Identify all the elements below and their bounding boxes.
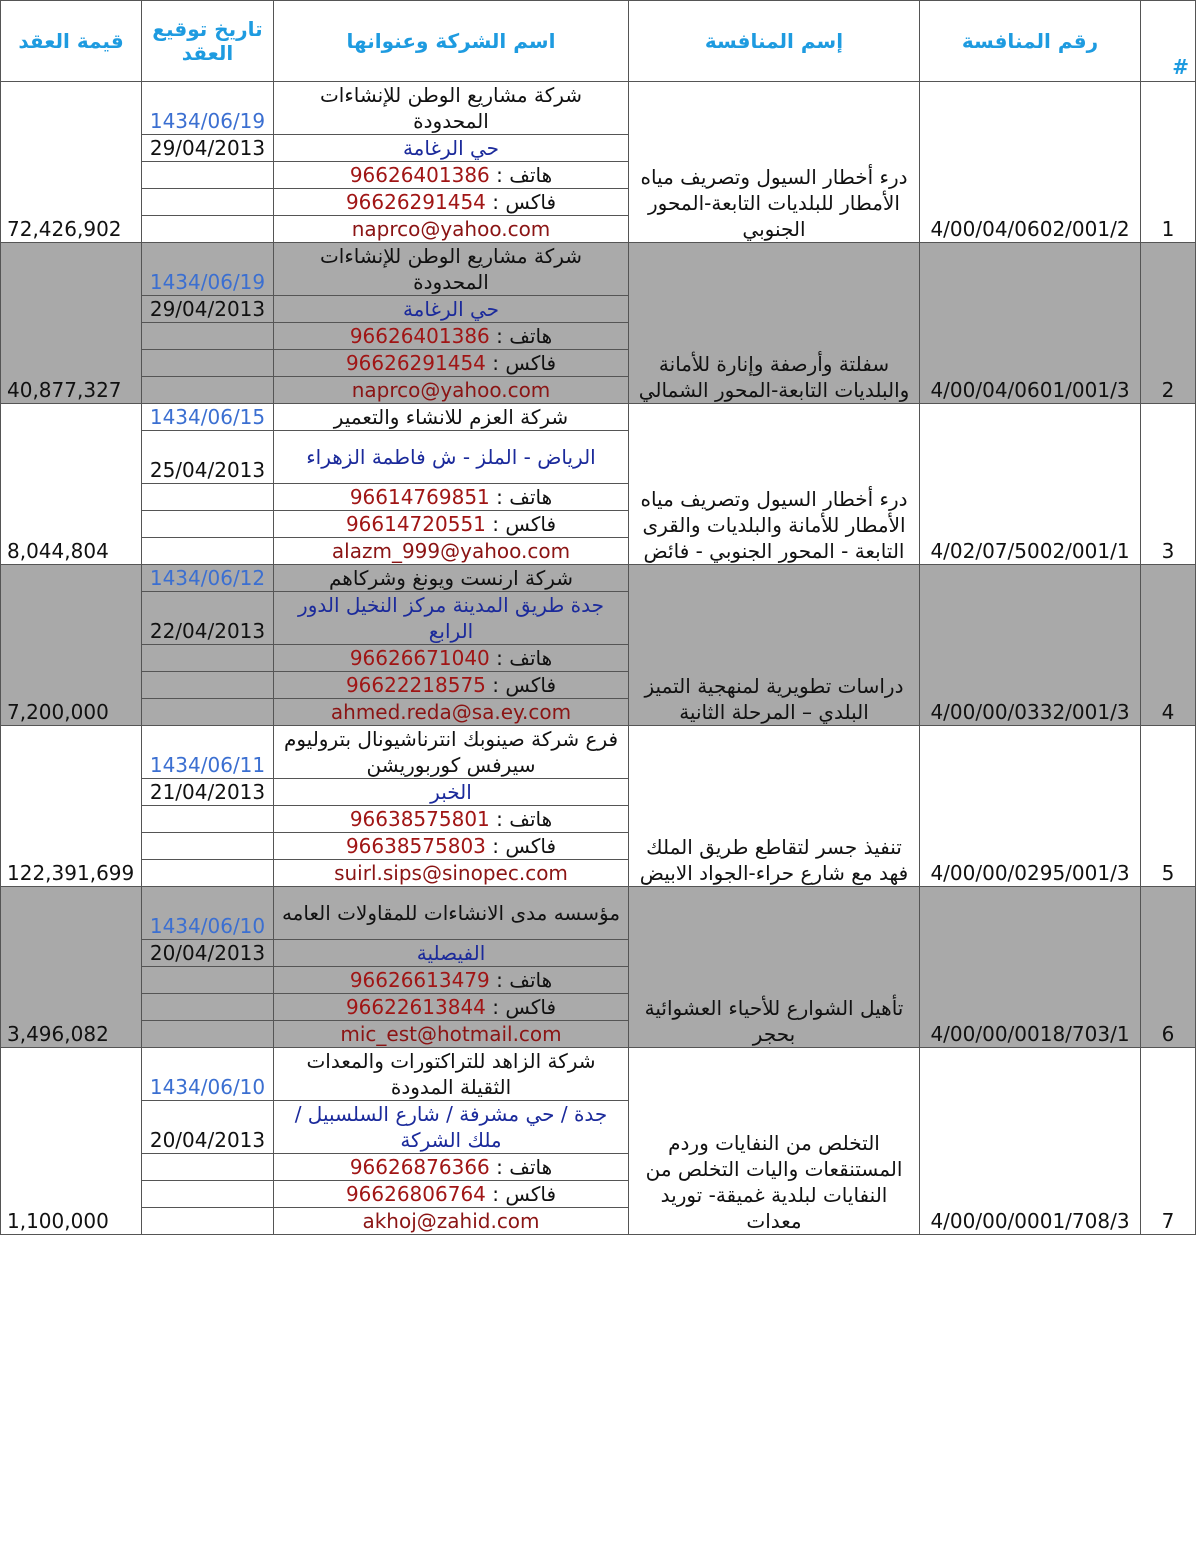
contract-value: 122,391,699 (1, 726, 142, 887)
tender-name: تأهيل الشوارع للأحياء العشوائية بحجر (629, 887, 920, 1048)
tender-name: التخلص من النفايات وردم المستنقعات واليات التخلص من النفايات لبلدية غميقة- توريد معدات (629, 1048, 920, 1235)
company-name: شركة مشاريع الوطن للإنشاءات المحدودة (274, 243, 629, 296)
empty-cell (142, 967, 274, 994)
fax-number: 96638575803 (345, 834, 486, 858)
company-fax (274, 1181, 629, 1208)
contract-value: 8,044,804 (1, 404, 142, 565)
phone-number: 96638575801 (349, 807, 490, 831)
tender-name: تنفيذ جسر لتقاطع طريق الملك فهد مع شارع حراء-الجواد الابيض (629, 726, 920, 887)
phone-number: 96626613479 (349, 968, 490, 992)
company-name: شركة ارنست ويونغ وشركاهم (274, 565, 629, 592)
company-address: جدة / حي مشرفة / شارع السلسبيل / ملك الشركة (274, 1101, 629, 1154)
phone-label: هاتف : (496, 968, 553, 992)
empty-cell (142, 484, 274, 511)
tender-name: دراسات تطويرية لمنهجية التميز البلدي – المرحلة الثانية (629, 565, 920, 726)
fax-number: 96626291454 (345, 190, 486, 214)
table-row (1, 243, 1196, 296)
company-address: حي الرغامة (274, 135, 629, 162)
header-tender-name: إسم المنافسة (629, 1, 920, 82)
phone-number: 96614769851 (349, 485, 490, 509)
phone-number: 96626401386 (349, 163, 490, 187)
company-name: فرع شركة صينوبك انترناشيونال بتروليوم سيرفس كوربوريشن (274, 726, 629, 779)
contract-value: 3,496,082 (1, 887, 142, 1048)
gregorian-date: 22/04/2013 (142, 592, 274, 645)
contract-value: 1,100,000 (1, 1048, 142, 1235)
company-fax (274, 511, 629, 538)
company-address: الرياض - الملز - ش فاطمة الزهراء (274, 431, 629, 484)
fax-label: فاكس : (492, 190, 557, 214)
tender-number: 4/00/04/0602/001/2 (920, 82, 1141, 243)
row-index: 4 (1141, 565, 1196, 726)
fax-label: فاكس : (492, 351, 557, 375)
tender-number: 4/00/00/0001/708/3 (920, 1048, 1141, 1235)
phone-label: هاتف : (496, 1155, 553, 1179)
gregorian-date: 20/04/2013 (142, 1101, 274, 1154)
tender-name: درء أخطار السيول وتصريف مياه الأمطار للبلديات التابعة-المحور الجنوبي (629, 82, 920, 243)
phone-number: 96626671040 (349, 646, 490, 670)
company-address: حي الرغامة (274, 296, 629, 323)
table-row (1, 887, 1196, 940)
company-phone (274, 162, 629, 189)
empty-cell (142, 860, 274, 887)
company-phone (274, 1154, 629, 1181)
row-index: 7 (1141, 1048, 1196, 1235)
row-index: 3 (1141, 404, 1196, 565)
company-fax (274, 189, 629, 216)
tender-number: 4/00/00/0018/703/1 (920, 887, 1141, 1048)
fax-number: 96626291454 (345, 351, 486, 375)
phone-label: هاتف : (496, 807, 553, 831)
tender-name: سفلتة وأرصفة وإنارة للأمانة والبلديات التابعة-المحور الشمالي (629, 243, 920, 404)
empty-cell (142, 806, 274, 833)
empty-cell (142, 1181, 274, 1208)
empty-cell (142, 162, 274, 189)
hijri-date: 1434/06/11 (142, 726, 274, 779)
empty-cell (142, 189, 274, 216)
header-tender-number: رقم المنافسة (920, 1, 1141, 82)
table-row (1, 565, 1196, 592)
row-index: 2 (1141, 243, 1196, 404)
empty-cell (142, 672, 274, 699)
fax-label: فاكس : (492, 834, 557, 858)
tender-number: 4/00/04/0601/001/3 (920, 243, 1141, 404)
fax-label: فاكس : (492, 995, 557, 1019)
gregorian-date: 21/04/2013 (142, 779, 274, 806)
company-phone (274, 967, 629, 994)
gregorian-date: 20/04/2013 (142, 940, 274, 967)
phone-number: 96626401386 (349, 324, 490, 348)
phone-number: 96626876366 (349, 1155, 490, 1179)
fax-label: فاكس : (492, 673, 557, 697)
company-name: شركة الزاهد للتراكتورات والمعدات الثقيلة المدودة (274, 1048, 629, 1101)
company-phone (274, 323, 629, 350)
tender-number: 4/00/00/0295/001/3 (920, 726, 1141, 887)
company-phone (274, 806, 629, 833)
company-email: suirl.sips@sinopec.com (274, 860, 629, 887)
gregorian-date: 29/04/2013 (142, 296, 274, 323)
company-email: akhoj@zahid.com (274, 1208, 629, 1235)
fax-number: 96626806764 (345, 1182, 486, 1206)
header-signing-date: تاريخ توقيع العقد (142, 1, 274, 82)
tender-number: 4/02/07/5002/001/1 (920, 404, 1141, 565)
phone-label: هاتف : (496, 485, 553, 509)
company-phone (274, 645, 629, 672)
company-address: الخبر (274, 779, 629, 806)
row-index: 5 (1141, 726, 1196, 887)
company-email: naprco@yahoo.com (274, 216, 629, 243)
company-name: شركة مشاريع الوطن للإنشاءات المحدودة (274, 82, 629, 135)
fax-number: 96614720551 (345, 512, 486, 536)
empty-cell (142, 511, 274, 538)
fax-number: 96622613844 (345, 995, 486, 1019)
empty-cell (142, 323, 274, 350)
row-index: 6 (1141, 887, 1196, 1048)
company-email: naprco@yahoo.com (274, 377, 629, 404)
company-email: mic_est@hotmail.com (274, 1021, 629, 1048)
fax-number: 96622218575 (345, 673, 486, 697)
hijri-date: 1434/06/15 (142, 404, 274, 431)
empty-cell (142, 1154, 274, 1181)
header-company-address: اسم الشركة وعنوانها (274, 1, 629, 82)
empty-cell (142, 538, 274, 565)
phone-label: هاتف : (496, 163, 553, 187)
company-phone (274, 484, 629, 511)
empty-cell (142, 833, 274, 860)
empty-cell (142, 1208, 274, 1235)
header-contract-value: قيمة العقد (1, 1, 142, 82)
empty-cell (142, 994, 274, 1021)
hijri-date: 1434/06/19 (142, 243, 274, 296)
table-row (1, 404, 1196, 431)
table-row (1, 1048, 1196, 1101)
table-row (1, 82, 1196, 135)
empty-cell (142, 699, 274, 726)
company-email: ahmed.reda@sa.ey.com (274, 699, 629, 726)
company-address: جدة طريق المدينة مركز النخيل الدور الرابع (274, 592, 629, 645)
company-fax (274, 833, 629, 860)
tender-number: 4/00/00/0332/001/3 (920, 565, 1141, 726)
hijri-date: 1434/06/19 (142, 82, 274, 135)
company-email: alazm_999@yahoo.com (274, 538, 629, 565)
row-index: 1 (1141, 82, 1196, 243)
company-name: مؤسسه مدى الانشاءات للمقاولات العامه (274, 887, 629, 940)
fax-label: فاكس : (492, 512, 557, 536)
phone-label: هاتف : (496, 324, 553, 348)
contract-value: 7,200,000 (1, 565, 142, 726)
tender-name: درء أخطار السيول وتصريف مياه الأمطار للأمانة والبلديات والقرى التابعة - المحور الجنوبي - فائض (629, 404, 920, 565)
gregorian-date: 29/04/2013 (142, 135, 274, 162)
hijri-date: 1434/06/12 (142, 565, 274, 592)
contract-value: 72,426,902 (1, 82, 142, 243)
empty-cell (142, 1021, 274, 1048)
header-row (1, 1, 1196, 82)
table-row (1, 726, 1196, 779)
hijri-date: 1434/06/10 (142, 1048, 274, 1101)
company-fax (274, 994, 629, 1021)
phone-label: هاتف : (496, 646, 553, 670)
empty-cell (142, 377, 274, 404)
company-fax (274, 350, 629, 377)
gregorian-date: 25/04/2013 (142, 431, 274, 484)
empty-cell (142, 645, 274, 672)
contract-value: 40,877,327 (1, 243, 142, 404)
company-address: الفيصلية (274, 940, 629, 967)
header-index: # (1141, 1, 1196, 82)
company-name: شركة العزم للانشاء والتعمير (274, 404, 629, 431)
fax-label: فاكس : (492, 1182, 557, 1206)
company-fax (274, 672, 629, 699)
empty-cell (142, 216, 274, 243)
empty-cell (142, 350, 274, 377)
hijri-date: 1434/06/10 (142, 887, 274, 940)
